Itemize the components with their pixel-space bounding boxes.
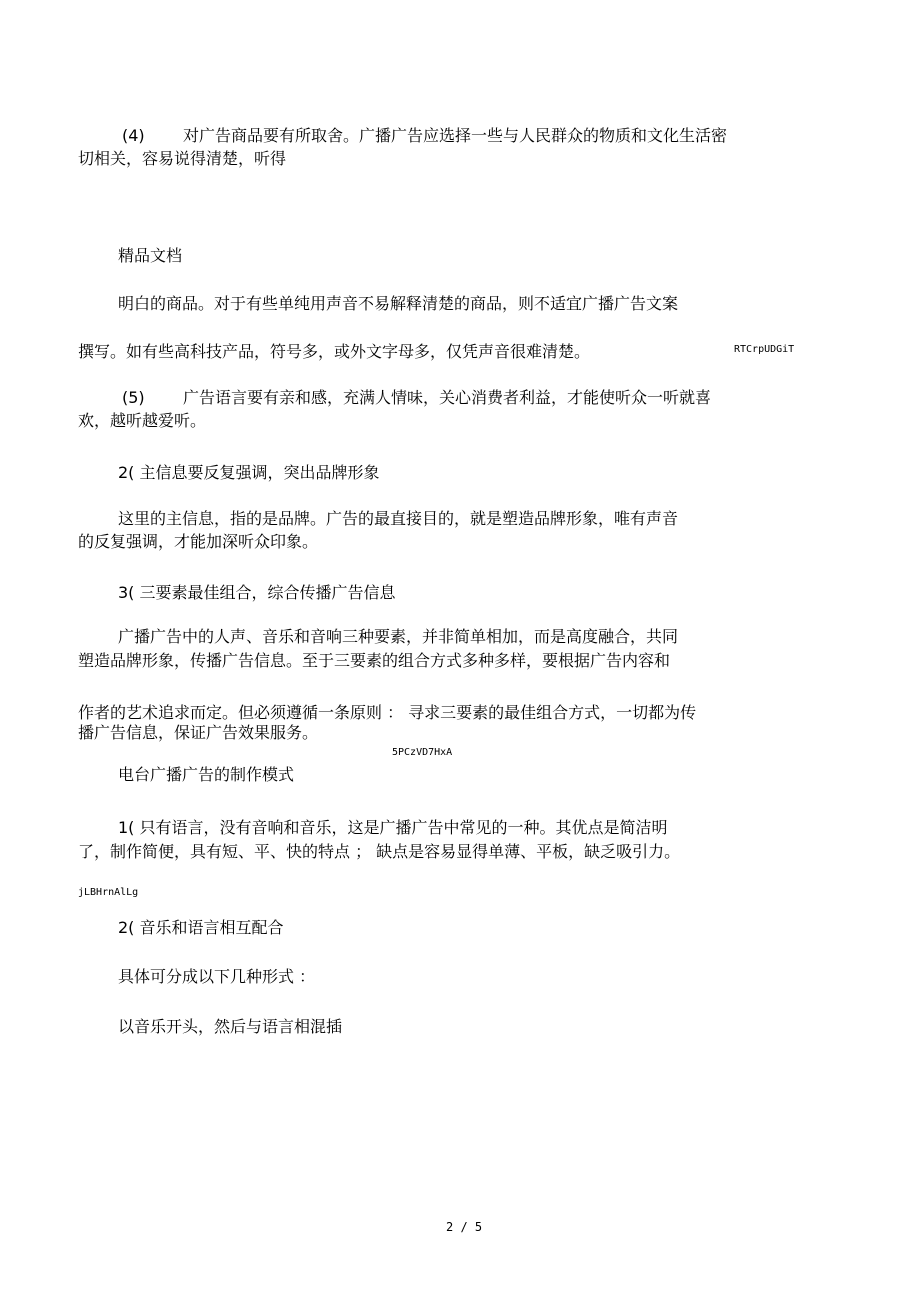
paragraph-line: 欢，越听越爱听。 — [78, 411, 207, 430]
doc-code: RTCrpUDGiT — [734, 344, 795, 355]
paragraph-line: 塑造品牌形象，传播广告信息。至于三要素的组合方式多种多样，要根据广告内容和 — [78, 651, 671, 670]
paragraph-line: 作者的艺术追求而定。但必须遵循一条原则 ： 寻求三要素的最佳组合方式，一切都为传 — [78, 703, 697, 722]
paragraph-line: 以音乐开头，然后与语言相混插 — [118, 1017, 343, 1036]
paragraph-line: 具体可分成以下几种形式 ： — [118, 967, 316, 986]
watermark-header: 精品文档 — [118, 246, 183, 265]
paragraph-line: 1( 只有语言，没有音响和音乐，这是广播广告中常见的一种。其优点是简洁明 — [118, 818, 668, 837]
section-heading: 2( 音乐和语言相互配合 — [118, 918, 284, 937]
doc-code: jLBHrnAlLg — [78, 887, 139, 898]
paragraph-line: 明白的商品。对于有些单纯用声音不易解释清楚的商品，则不适宜广播广告文案 — [118, 294, 679, 313]
paragraph-number: (4) — [122, 126, 145, 145]
paragraph-line: 切相关，容易说得清楚，听得 — [78, 149, 287, 168]
section-title: 电台广播广告的制作模式 — [118, 765, 295, 784]
paragraph-line: 撰写。如有些高科技产品，符号多，或外文字母多，仅凭声音很难清楚。 — [78, 342, 591, 361]
doc-code: 5PCzVD7HxA — [392, 747, 453, 758]
paragraph-line: 广告语言要有亲和感，充满人情味，关心消费者利益，才能使听众一听就喜 — [183, 388, 712, 407]
paragraph-line: 播广告信息，保证广告效果服务。 — [78, 723, 319, 742]
section-heading: 2( 主信息要反复强调，突出品牌形象 — [118, 463, 380, 482]
paragraph-line: 对广告商品要有所取舍。广播广告应选择一些与人民群众的物质和文化生活密 — [183, 126, 728, 145]
section-heading: 3( 三要素最佳组合，综合传播广告信息 — [118, 583, 396, 602]
paragraph-line: 了，制作简便，具有短、平、快的特点 ； 缺点是容易显得单薄、平板，缺乏吸引力。 — [78, 842, 681, 861]
paragraph-number: (5) — [122, 388, 145, 407]
paragraph-line: 这里的主信息，指的是品牌。广告的最直接目的，就是塑造品牌形象，唯有声音 — [118, 509, 679, 528]
page-number: 2 / 5 — [446, 1220, 483, 1234]
paragraph-line: 广播广告中的人声、音乐和音响三种要素，并非简单相加，而是高度融合，共同 — [118, 627, 679, 646]
paragraph-line: 的反复强调，才能加深听众印象。 — [78, 532, 319, 551]
